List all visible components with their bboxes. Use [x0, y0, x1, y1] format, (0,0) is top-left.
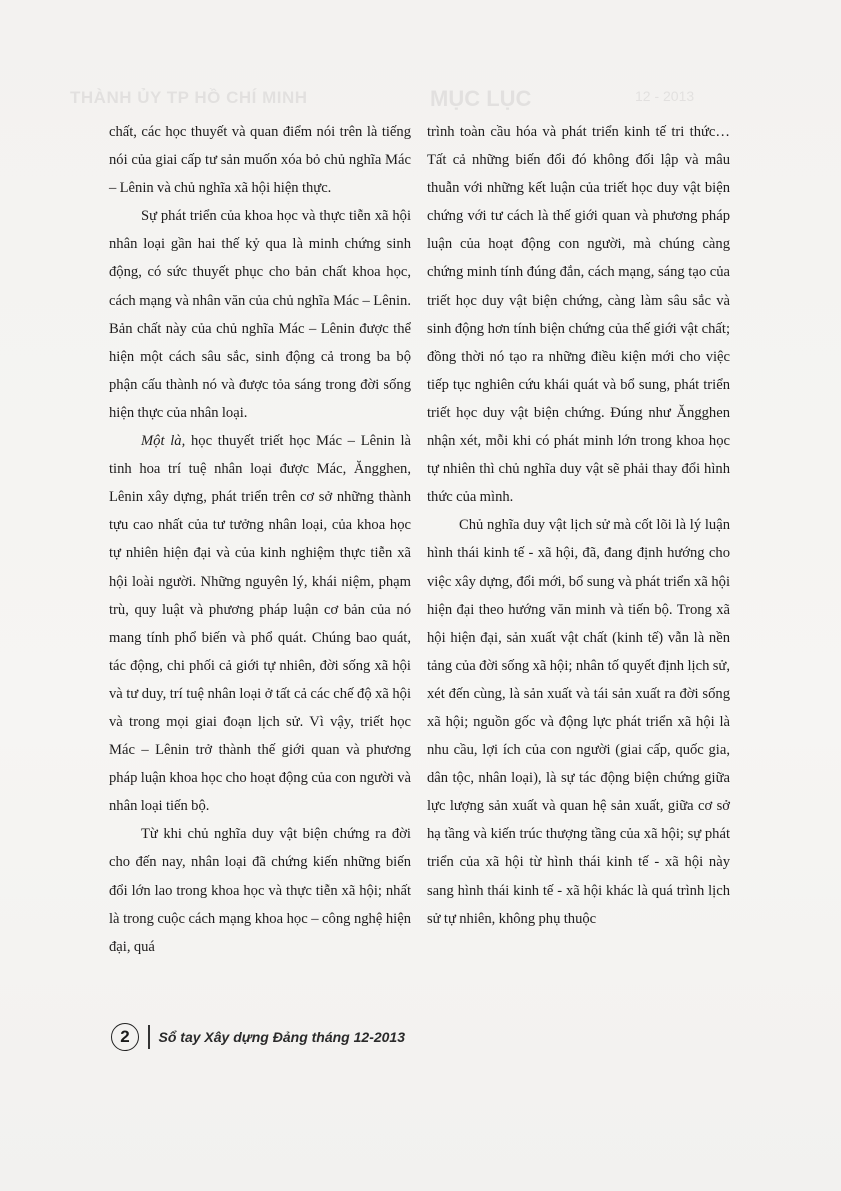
right-paragraph-1: trình toàn cầu hóa và phát triển kinh tế tri thức… Tất cả những biến đổi đó không đối lập và mâu thuẫn với những kết luận của triết học duy vật biện chứng với tư cách là thế giới quan và phương pháp luận của hoạt động con người, mà chúng càng chứng minh tính đúng đắn, cách mạng, sáng tạo của triết học duy vật biện chứng, càng làm sâu sắc và sinh động hơn tính biện chứng của thế giới vật chất; đồng thời nó tạo ra những điều kiện mới cho việc tiếp tục nghiên cứu khái quát và bổ sung, phát triển triết học duy vật biện chứng. Đúng như Ăngghen nhận xét, mỗi khi có phát minh lớn trong khoa học tự nhiên thì chủ nghĩa duy vật sẽ phải thay đổi hình thức của mình. [427, 124, 730, 506]
left-paragraph-3-body: học thuyết triết học Mác – Lênin là tinh hoa trí tuệ nhân loại được Mác, Ăngghen, Lênin xây dựng, phát triển trên cơ sở những thành tựu cao nhất của tư tưởng nhân loại, của khoa học tự nhiên hiện đại và của kinh nghiệm thực tiễn xã hội loài người. Những nguyên lý, khái niệm, phạm trù, quy luật và phương pháp luận cơ bản của nó mang tính phổ biến và phổ quát. Chúng bao quát, tác động, chi phối cả giới tự nhiên, đời sống xã hội và tư duy, trí tuệ nhân loại ở tất cả các chế độ xã hội và trong mọi giai đoạn lịch sử. Vì vậy, triết học Mác – Lênin trở thành thế giới quan và phương pháp luận khoa học cho hoạt động của con người và nhân loại tiến bộ. [109, 433, 411, 815]
page-number-badge: 2 [111, 1023, 139, 1051]
left-text-column [109, 118, 411, 961]
ghost-center-header: MỤC LỤC [430, 86, 532, 111]
left-paragraph-2: Sự phát triển của khoa học và thực tiễn xã hội nhân loại gần hai thế kỷ qua là minh chứng sinh động, có sức thuyết phục cho bản chất khoa học, cách mạng và nhân văn của chủ nghĩa Mác – Lênin. Bản chất này của chủ nghĩa Mác – Lênin được thể hiện một cách sâu sắc, sinh động cả trong ba bộ phận cấu thành nó và được tỏa sáng trong đời sống hiện thực của nhân loại. [109, 208, 411, 421]
left-paragraph-1: chất, các học thuyết và quan điểm nói trên là tiếng nói của giai cấp tư sản muốn xóa bỏ chủ nghĩa Mác – Lênin và chủ nghĩa xã hội hiện thực. [109, 124, 411, 197]
ghost-left-header: THÀNH ỦY TP HỒ CHÍ MINH [70, 88, 308, 107]
footer-divider [148, 1025, 150, 1049]
left-paragraph-3-lead: Một là, [141, 433, 186, 450]
ghost-right-header: 12 - 2013 [635, 88, 695, 104]
page-footer [111, 1023, 405, 1051]
right-paragraph-2: Chủ nghĩa duy vật lịch sử mà cốt lõi là lý luận hình thái kinh tế - xã hội, đã, đang định hướng cho việc xây dựng, đổi mới, bổ sung và phát triển xã hội hiện đại theo hướng văn minh và tiến bộ. Trong xã hội hiện đại, sản xuất vật chất (kinh tế) vẫn là nền tảng của đời sống xã hội; nhân tố quyết định lịch sử, xét đến cùng, là sản xuất và tái sản xuất ra đời sống xã hội; nguồn gốc và động lực phát triển xã hội là nhu cầu, lợi ích của con người (giai cấp, quốc gia, dân tộc, nhân loại), là sự tác động biện chứng giữa lực lượng sản xuất và quan hệ sản xuất, giữa cơ sở hạ tầng và kiến trúc thượng tầng của xã hội; sự phát triển của xã hội từ hình thái kinh tế - xã hội này sang hình thái kinh tế - xã hội khác là quá trình lịch sử tự nhiên, không phụ thuộc [427, 517, 730, 927]
publication-title: Sổ tay Xây dựng Đảng tháng 12-2013 [158, 1029, 406, 1045]
left-paragraph-4: Từ khi chủ nghĩa duy vật biện chứng ra đời cho đến nay, nhân loại đã chứng kiến những biến đổi lớn lao trong khoa học và thực tiễn xã hội; nhất là trong cuộc cách mạng khoa học – công nghệ hiện đại, quá [109, 826, 411, 955]
right-text-column [427, 118, 730, 933]
left-paragraph-3 [109, 427, 411, 820]
